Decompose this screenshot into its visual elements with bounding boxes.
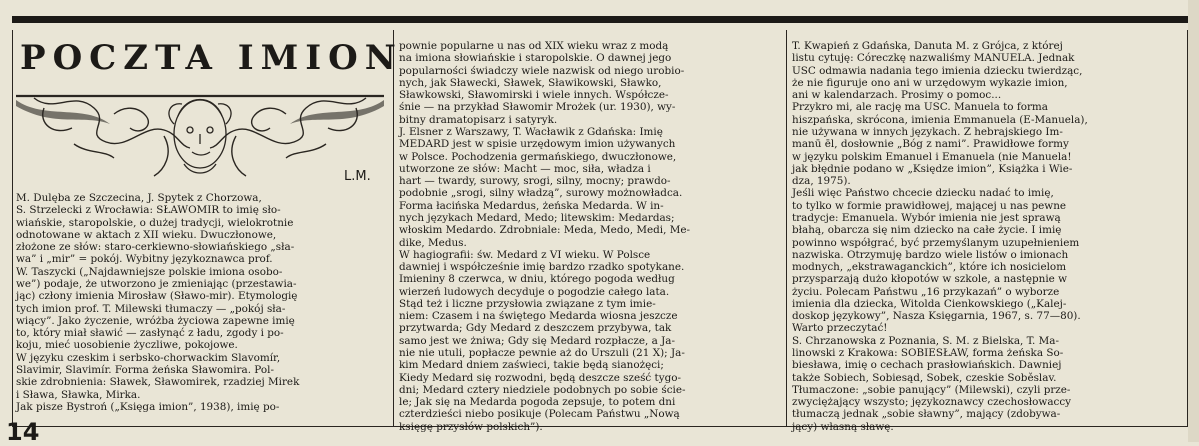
column-3	[792, 40, 1088, 433]
text-line: przysparzają dużo kłopotów w szkole, a następnie w	[792, 273, 1068, 286]
page-edge	[1188, 0, 1199, 442]
text-line: samo jest we żniwa; Gdy się Medard rozpłacze, a Ja-	[399, 334, 675, 347]
top-rule	[12, 16, 1194, 23]
signature: L.M.	[344, 169, 371, 184]
text-line: życiu. Polecam Państwu „16 przykazań” o wyborze	[792, 285, 1060, 298]
text-line: w języku polskim Emanuel i Emanuela (nie Manuela!	[792, 150, 1072, 163]
text-line: dni; Medard cztery niedziele podobnych po sobie ście-	[399, 383, 686, 396]
text-line: wiańskie, staropolskie, o dużej tradycji, wielokrotnie	[16, 216, 294, 229]
text-line: Imieniny 8 czerwca, w dniu, którego pogoda według	[399, 273, 675, 286]
text-line: powinno współgrać, być przemyślanym uzupełnieniem	[792, 236, 1080, 249]
page-number: 14	[6, 418, 40, 446]
text-line: niem: Czasem i na świętego Medarda wiosna jeszcze	[399, 310, 678, 323]
text-line: jak błędnie podano w „Księdze imion”, Książka i Wie-	[792, 162, 1073, 175]
text-line: nie używana w innych językach. Z hebrajskiego Im-	[792, 125, 1063, 138]
column-divider	[786, 30, 787, 426]
text-line: czterdzieści niebo posikuje (Polecam Państwu „Nową	[399, 408, 680, 421]
text-line: jący) własną sławę.	[792, 420, 894, 433]
text-line: wierzeń ludowych decyduje o pogodzie całego lata.	[399, 285, 670, 298]
text-line: bitny dramatopisarz i satyryk.	[399, 113, 558, 126]
text-line: Jeśli więc Państwo chcecie dziecku nadać to imię,	[792, 187, 1054, 200]
text-line: MEDARD jest w spisie urzędowym imion używanych	[399, 138, 676, 151]
text-line: manū ēl, dosłownie „Bóg z nami”. Prawidłowe formy	[792, 138, 1069, 151]
text-line: to, który miał sławić — zasłynąć z ładu, zgody i po-	[16, 327, 284, 340]
text-line: że nie figuruje ono ani w urzędowym wykazie imion,	[792, 76, 1068, 89]
text-line: Slavimir, Slavimír. Forma żeńska Sławomira. Pol-	[16, 363, 274, 376]
text-line: J. Elsner z Warszawy, T. Wacławik z Gdańska: Imię	[399, 125, 663, 138]
text-line: także Sobiech, Sobiesąd, Sobek, czeskie Soběslav.	[792, 371, 1057, 384]
text-line: wiący”. Jako życzenie, wróżba życiowa zapewne imię	[16, 314, 295, 327]
text-line: Kiedy Medard się rozwodni, będą deszcze sześć tygo-	[399, 371, 682, 384]
text-line: podobnie „srogi, silny władzą”, surowy możnowładca.	[399, 187, 683, 200]
text-line: Forma łacińska Medardus, żeńska Medarda. W in-	[399, 199, 664, 212]
text-line: zwyciężający wszysto; językoznawcy czechosłowaccy	[792, 396, 1072, 409]
text-line: hart — twardy, surowy, srogi, silny, mocny; prawdo-	[399, 175, 671, 188]
text-line: imienia dla dziecka, Witolda Cienkowskiego („Kalej-	[792, 297, 1067, 310]
text-line: to tylko w formie prawidłowej, mającej u nas pewne	[792, 199, 1067, 212]
text-line: nazwiska. Otrzymuję bardzo wiele listów o imionach	[792, 248, 1069, 261]
text-line: księgę przysłów polskich”).	[399, 420, 543, 433]
text-line: W hagiografii: św. Medard z VI wieku. W Polsce	[399, 248, 651, 261]
text-line: linowski z Krakowa: SOBIESŁAW, forma żeńska So-	[792, 347, 1064, 360]
column-1	[16, 192, 299, 413]
text-line: Sławkowski, Sławomirski i wiele innych. Współcze-	[399, 89, 669, 102]
text-line: we”) podaje, że utworzono je zmieniając (przestawia-	[16, 277, 297, 290]
text-line: nych, jak Sławecki, Sławek, Sławikowski, Sławko,	[399, 76, 662, 89]
text-line: pownie popularne u nas od XIX wieku wraz z modą	[399, 40, 669, 52]
text-line: S. Chrzanowska z Poznania, S. M. z Bielska, T. Ma-	[792, 334, 1059, 347]
text-line: W. Taszycki („Najdawniejsze polskie imiona osobo-	[16, 265, 283, 278]
text-line: w Polsce. Pochodzenia germańskiego, dwuczłonowe,	[399, 150, 677, 163]
text-line: jąc) człony imienia Mirosław (Sławo-mir). Etymologię	[16, 290, 298, 303]
text-line: śnie — na przykład Sławomir Mrożek (ur. 1930), wy-	[399, 101, 676, 114]
text-line: modnych, „ekstrawaganckich”, które ich nosicielom	[792, 261, 1067, 274]
text-line: wa” i „mir” = pokój. Wybitny językoznawca prof.	[16, 253, 273, 266]
ornament-illustration	[14, 84, 386, 184]
text-line: Warto przeczytać!	[792, 322, 888, 335]
text-line: Przykro mi, ale rację ma USC. Manuela to forma	[792, 101, 1048, 114]
article-title: POCZTA IMION	[20, 38, 403, 78]
column-2	[399, 40, 690, 433]
text-line: dawniej i współcześnie imię bardzo rzadko spotykane.	[399, 261, 685, 274]
text-line: dike, Medus.	[399, 236, 467, 249]
text-line: Jak pisze Bystroń („Księga imion”, 1938), imię po-	[16, 400, 280, 413]
text-line: Tłumaczone: „sobie panujący” (Milewski), czyli prze-	[792, 383, 1071, 396]
text-line: hiszpańska, skrócona, imienia Emmanuela (E-Manuela),	[792, 113, 1088, 126]
text-line: złożone ze słów: staro-cerkiewno-słowiańskiego „sła-	[16, 241, 295, 254]
text-line: USC odmawia nadania tego imienia dziecku twierdząc,	[792, 64, 1083, 77]
text-line: utworzone ze słów: Macht — moc, siła, władza i	[399, 162, 651, 175]
text-line: biesława, imię o cechach prasłowiańskich. Dawniej	[792, 359, 1062, 372]
text-line: M. Dulęba ze Szczecina, J. Spytek z Chorzowa,	[16, 192, 262, 204]
text-line: błahą, obarcza się nim dziecko na całe życie. I imię	[792, 224, 1062, 237]
text-line: ani w kalendarzach. Prosimy o pomoc...	[792, 89, 1002, 102]
text-line: W języku czeskim i serbsko-chorwackim Slavomír,	[16, 351, 281, 364]
text-line: le; Jak się na Medarda pogoda zepsuje, to potem dni	[399, 396, 676, 409]
text-line: włoskim Medardo. Zdrobniale: Meda, Medo, Medi, Me-	[399, 224, 690, 237]
text-line: odnotowane w aktach z XII wieku. Dwuczłonowe,	[16, 228, 277, 241]
text-line: dza, 1975).	[792, 175, 851, 188]
text-line: tłumaczą jednak „sobie sławny”, mający (zdobywa-	[792, 408, 1061, 421]
text-line: listu cytuję: Córeczkę nazwaliśmy MANUELA. Jednak	[792, 52, 1075, 65]
text-line: kim Medard dniem zaświeci, takie będą sianożęci;	[399, 359, 664, 372]
text-line: popularności świadczy wiele nazwisk od niego urobio-	[399, 64, 685, 77]
text-line: nie nie utuli, popłacze pewnie aż do Urszuli (21 X); Ja-	[399, 347, 685, 360]
text-line: przytwarda; Gdy Medard z deszczem przybywa, tak	[399, 322, 672, 335]
text-line: nych językach Medard, Medo; litewskim: Medardas;	[399, 211, 675, 224]
text-line: S. Strzelecki z Wrocławia: SŁAWOMIR to imię sło-	[16, 204, 281, 217]
text-line: tych imion prof. T. Milewski tłumaczy — „pokój sła-	[16, 302, 286, 315]
text-line: i Sława, Sławka, Mirka.	[16, 388, 141, 401]
text-line: doskop językowy”, Nasza Księgarnia, 1967, s. 77—80).	[792, 310, 1081, 323]
text-line: skie zdrobnienia: Sławek, Sławomirek, rzadziej Mirek	[16, 376, 300, 389]
text-line: na imiona słowiańskie i staropolskie. O dawnej jego	[399, 52, 672, 65]
text-line: T. Kwapień z Gdańska, Danuta M. z Grójca, z której	[792, 40, 1063, 52]
text-line: tradycje: Emanuela. Wybór imienia nie jest sprawą	[792, 211, 1061, 224]
column-divider	[393, 30, 394, 426]
text-line: koju, mieć uosobienie życzliwe, pokojowe.	[16, 339, 238, 352]
text-line: Stąd też i liczne przysłowia związane z tym imie-	[399, 297, 656, 310]
